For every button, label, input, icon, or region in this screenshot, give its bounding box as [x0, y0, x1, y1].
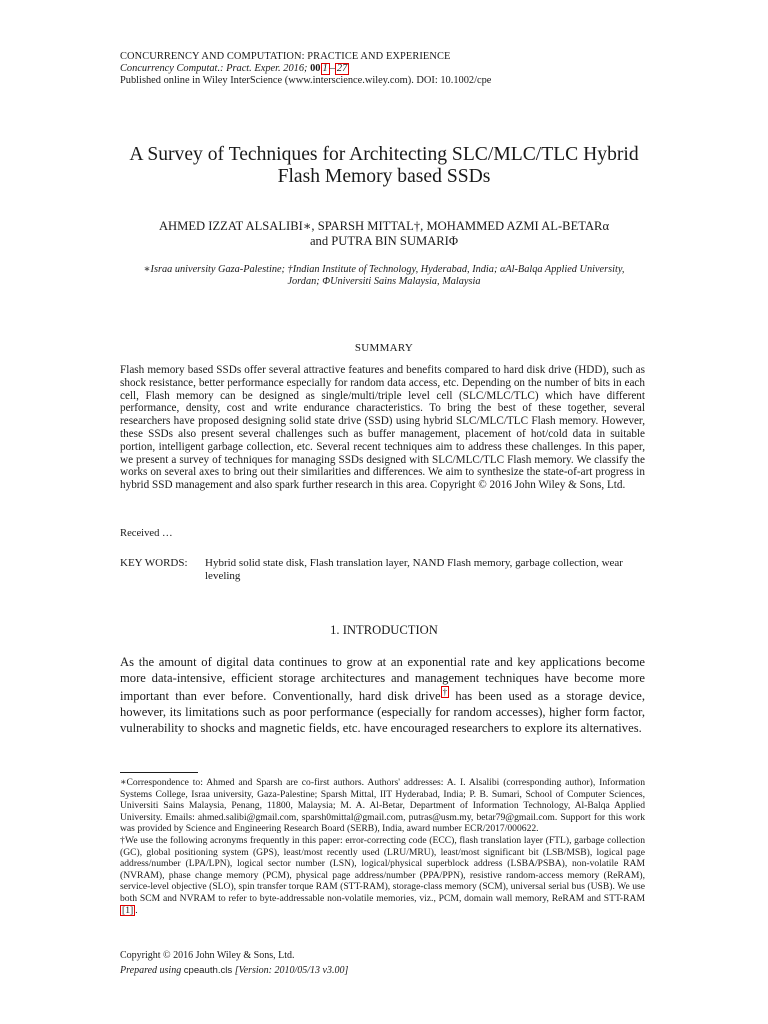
prepared-prefix: Prepared using [120, 965, 184, 976]
footnote-acronyms [120, 835, 645, 916]
summary-heading: SUMMARY [354, 342, 414, 354]
keywords [120, 557, 645, 583]
footnote-correspondence: ∗Correspondence to: Ahmed and Sparsh are co-first authors. Authors' addresses: A. I. Alsalibi (corresponding author), Information Systems College, Israa university, Gaza-Palestine; Sparsh Mittal, IIT Hyderabad, India; P. B. Sumari, School of Computer Sciences, Universiti Sains Malaysia, Penang, 11800, Malaysia; M. A. Al-Betar, Department of Information Technology, Al-Balqa Applied University. Emails: ahmed.salibi@gmail.com, sparsh0mittal@gmail.com, putras@usm.my, betar79@gmail.com. Support for this work was provided by Science and Engineering Research Board (SERB), India, award number ECR/2017/000622. [120, 777, 645, 835]
intro-text-before: As the amount of digital data continues to grow at an exponential rate and key applications become more data-intensive, efficient storage architectures and management techniques have become more important than ever before. Conventionally, hard disk drive [120, 655, 645, 704]
received-line: Received … [120, 528, 173, 539]
affiliation-line-2: Jordan; ΦUniversiti Sains Malaysia, Malaysia [287, 276, 481, 288]
journal-name: CONCURRENCY AND COMPUTATION: PRACTICE AND EXPERIENCE [120, 51, 451, 62]
intro-text-after: has been used as a storage device, however, its limitations such as poor performance (especially for random accesses), higher form factor, vulnerability to shocks and magnetic fields, etc. have encouraged researchers to explore its alternatives. [120, 689, 645, 736]
pages-separator: – [329, 63, 335, 75]
citation-year: 2016; [283, 63, 308, 75]
footnote-rule [120, 772, 198, 773]
introduction-paragraph [120, 654, 645, 736]
journal-citation [120, 63, 491, 75]
prepared-using [120, 965, 348, 976]
title-line-1: A Survey of Techniques for Architecting SLC/MLC/TLC Hybrid [129, 144, 639, 165]
acronyms-end: . [135, 904, 138, 916]
footnote-link[interactable]: † [442, 687, 448, 697]
journal-header [120, 51, 491, 88]
citation-volume: 00 [310, 63, 321, 75]
pages-start-link[interactable]: 1 [322, 63, 328, 75]
authors [0, 219, 768, 249]
keywords-label: KEY WORDS: [120, 557, 188, 569]
acronyms-text: †We use the following acronyms frequently in this paper: error-correcting code (ECC), flash translation layer (FTL), garbage collection (GC), global positioning system (GPS), least/most recently used (LRU/MRU), least/most significant bit (LSB/MSB), logical page address/number (LPA/LPN), logical sector number (LSN), logical/physical superblock address (LSBA/PSBA), non-volatile RAM (NVRAM), phase change memory (PCM), physical page address/number (PPA/PPN), resistive random-access memory (ReRAM), service-level objective (SLO), spin transfer torque RAM (STT-RAM), storage-class memory (SCM), universal serial bus (USB). We use both SCM and NVRAM to refer to byte-addressable non-volatile memories, viz., PCM, domain wall memory, ReRAM and STT-RAM [120, 834, 645, 904]
authors-line-1: AHMED IZZAT ALSALIBI∗, SPARSH MITTAL†, MOHAMMED AZMI AL-BETARα [158, 219, 610, 233]
title-line-2: Flash Memory based SSDs [277, 166, 491, 187]
affiliation-line-1: ∗Israa university Gaza-Palestine; †Indian Institute of Technology, Hyderabad, India; αAl-Balqa Applied University, [143, 264, 625, 275]
keywords-text: Hybrid solid state disk, Flash translation layer, NAND Flash memory, garbage collection, wear leveling [205, 557, 623, 582]
affiliations [0, 264, 768, 289]
authors-line-2: and PUTRA BIN SUMARIΦ [309, 234, 459, 248]
citation-prefix: Concurrency Computat.: Pract. Exper. [120, 63, 281, 75]
reference-link[interactable]: [1] [122, 904, 134, 916]
published-online: Published online in Wiley InterScience (www.interscience.wiley.com). DOI: 10.1002/cpe [120, 75, 492, 87]
paper-title [0, 144, 768, 188]
pages-end-link[interactable]: 27 [336, 63, 348, 75]
class-file-name: cpeauth.cls [183, 965, 233, 976]
footnotes [120, 777, 645, 916]
summary-text: Flash memory based SSDs offer several attractive features and benefits compared to hard disk drive (HDD), such as shock resistance, better performance especially for random data access, etc. Depending on the number of bits in each cell, Flash memory can be designed as single/multi/triple level cell (SLC/MLC/TLC) which have different performance, density, cost and write endurance characteristics. To bring the best of these together, several researchers have proposed designing solid state drive (SSD) using hybrid SLC/MLC/TLC Flash memory. However, these SSDs also present several challenges such as buffer management, placement of hot/cold data in suitable portion, intelligent garbage collection, etc. Several recent techniques aim to address these challenges. In this paper, we present a survey of techniques for managing SSDs designed with SLC/MLC/TLC Flash memory. We classify the works on several axes to bring out their similarities and differences. We aim to synthesize the state-of-art progress in hybrid SSD management and also spark further research in this area. Copyright © 2016 John Wiley & Sons, Ltd. [120, 364, 645, 492]
section-heading-introduction: 1. INTRODUCTION [330, 623, 438, 637]
copyright-footer: Copyright © 2016 John Wiley & Sons, Ltd. [120, 950, 295, 961]
prepared-version: [Version: 2010/05/13 v3.00] [232, 965, 349, 976]
